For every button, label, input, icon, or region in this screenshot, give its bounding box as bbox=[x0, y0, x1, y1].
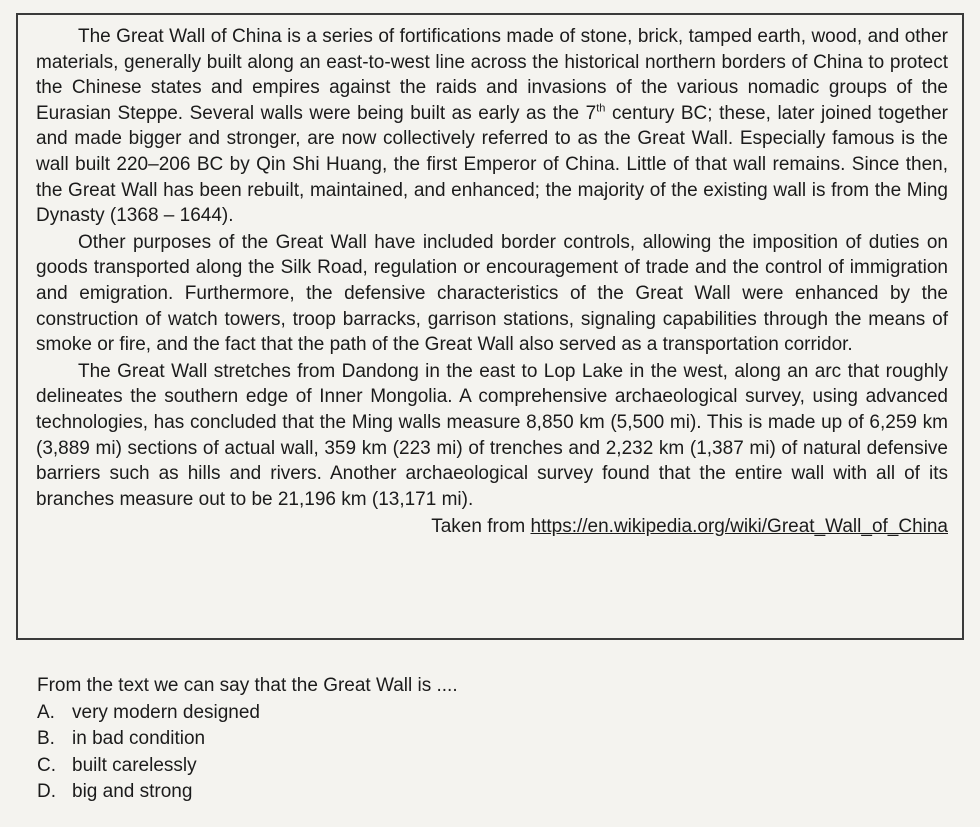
option-d-letter: D. bbox=[37, 781, 56, 803]
option-d[interactable] bbox=[37, 779, 937, 806]
paragraph-1-text-b: century BC; these, later joined together and made bigger and stronger, are now collectively referred to as the Great Wall. Especially famous is the wall built 220–206 BC by Qin Shi Huang, the first Emperor of China. Little of that wall remains. Since then, the Great Wall has been rebuilt, maintained, and enhanced; the majority of the existing wall is from the Ming Dynasty (1368 – 1644). bbox=[36, 102, 948, 227]
paragraph-3: The Great Wall stretches from Dandong in the east to Lop Lake in the west, along an arc that roughly delineates the southern edge of Inner Mongolia. A comprehensive archaeological survey, using advanced technologies, has concluded that the Ming walls measure 8,850 km (5,500 mi). This is made up of 6,259 km (3,889 mi) sections of actual wall, 359 km (223 mi) of trenches and 2,232 km (1,387 mi) of natural defensive barriers such as hills and rivers. Another archaeological survey found that the entire wall with all of its branches measure out to be 21,196 km (13,171 mi). bbox=[36, 360, 948, 510]
answer-options bbox=[37, 700, 937, 806]
option-b-letter: B. bbox=[37, 728, 55, 750]
superscript-th: th bbox=[596, 102, 606, 115]
question-stem: From the text we can say that the Great Wall is .... bbox=[37, 675, 458, 696]
option-c-text: built carelessly bbox=[72, 754, 197, 776]
source-prefix: Taken from bbox=[431, 516, 531, 538]
source-link[interactable]: https://en.wikipedia.org/wiki/Great_Wall_of_China bbox=[530, 516, 948, 538]
passage-box bbox=[16, 13, 964, 640]
option-c[interactable] bbox=[37, 753, 937, 780]
option-b-text: in bad condition bbox=[72, 728, 206, 750]
option-d-text: big and strong bbox=[72, 781, 193, 803]
option-a-text: very modern designed bbox=[72, 701, 260, 723]
paragraph-2: Other purposes of the Great Wall have included border controls, allowing the imposition of duties on goods transported along the Silk Road, regulation or encouragement of trade and the control of immigration and emigration. Furthermore, the defensive characteristics of the Great Wall were enhanced by the construction of watch towers, troop barracks, garrison stations, signaling capabilities through the means of smoke or fire, and the fact that the path of the Great Wall also served as a transportation corridor. bbox=[36, 231, 948, 356]
question-block bbox=[37, 673, 937, 806]
source-line bbox=[36, 514, 948, 540]
option-b[interactable] bbox=[37, 726, 937, 753]
option-a-letter: A. bbox=[37, 701, 55, 723]
paragraph-1 bbox=[36, 24, 948, 229]
paragraph-1-text-a: The Great Wall of China is a series of fortifications made of stone, brick, tamped earth, wood, and other materials, generally built along an east-to-west line across the historical northern borders of China to protect the Chinese states and empires against the raids and invasions of the various nomadic groups of the Eurasian Steppe. Several walls were being built as early as the 7 bbox=[36, 26, 948, 124]
option-c-letter: C. bbox=[37, 754, 56, 776]
option-a[interactable] bbox=[37, 700, 937, 727]
